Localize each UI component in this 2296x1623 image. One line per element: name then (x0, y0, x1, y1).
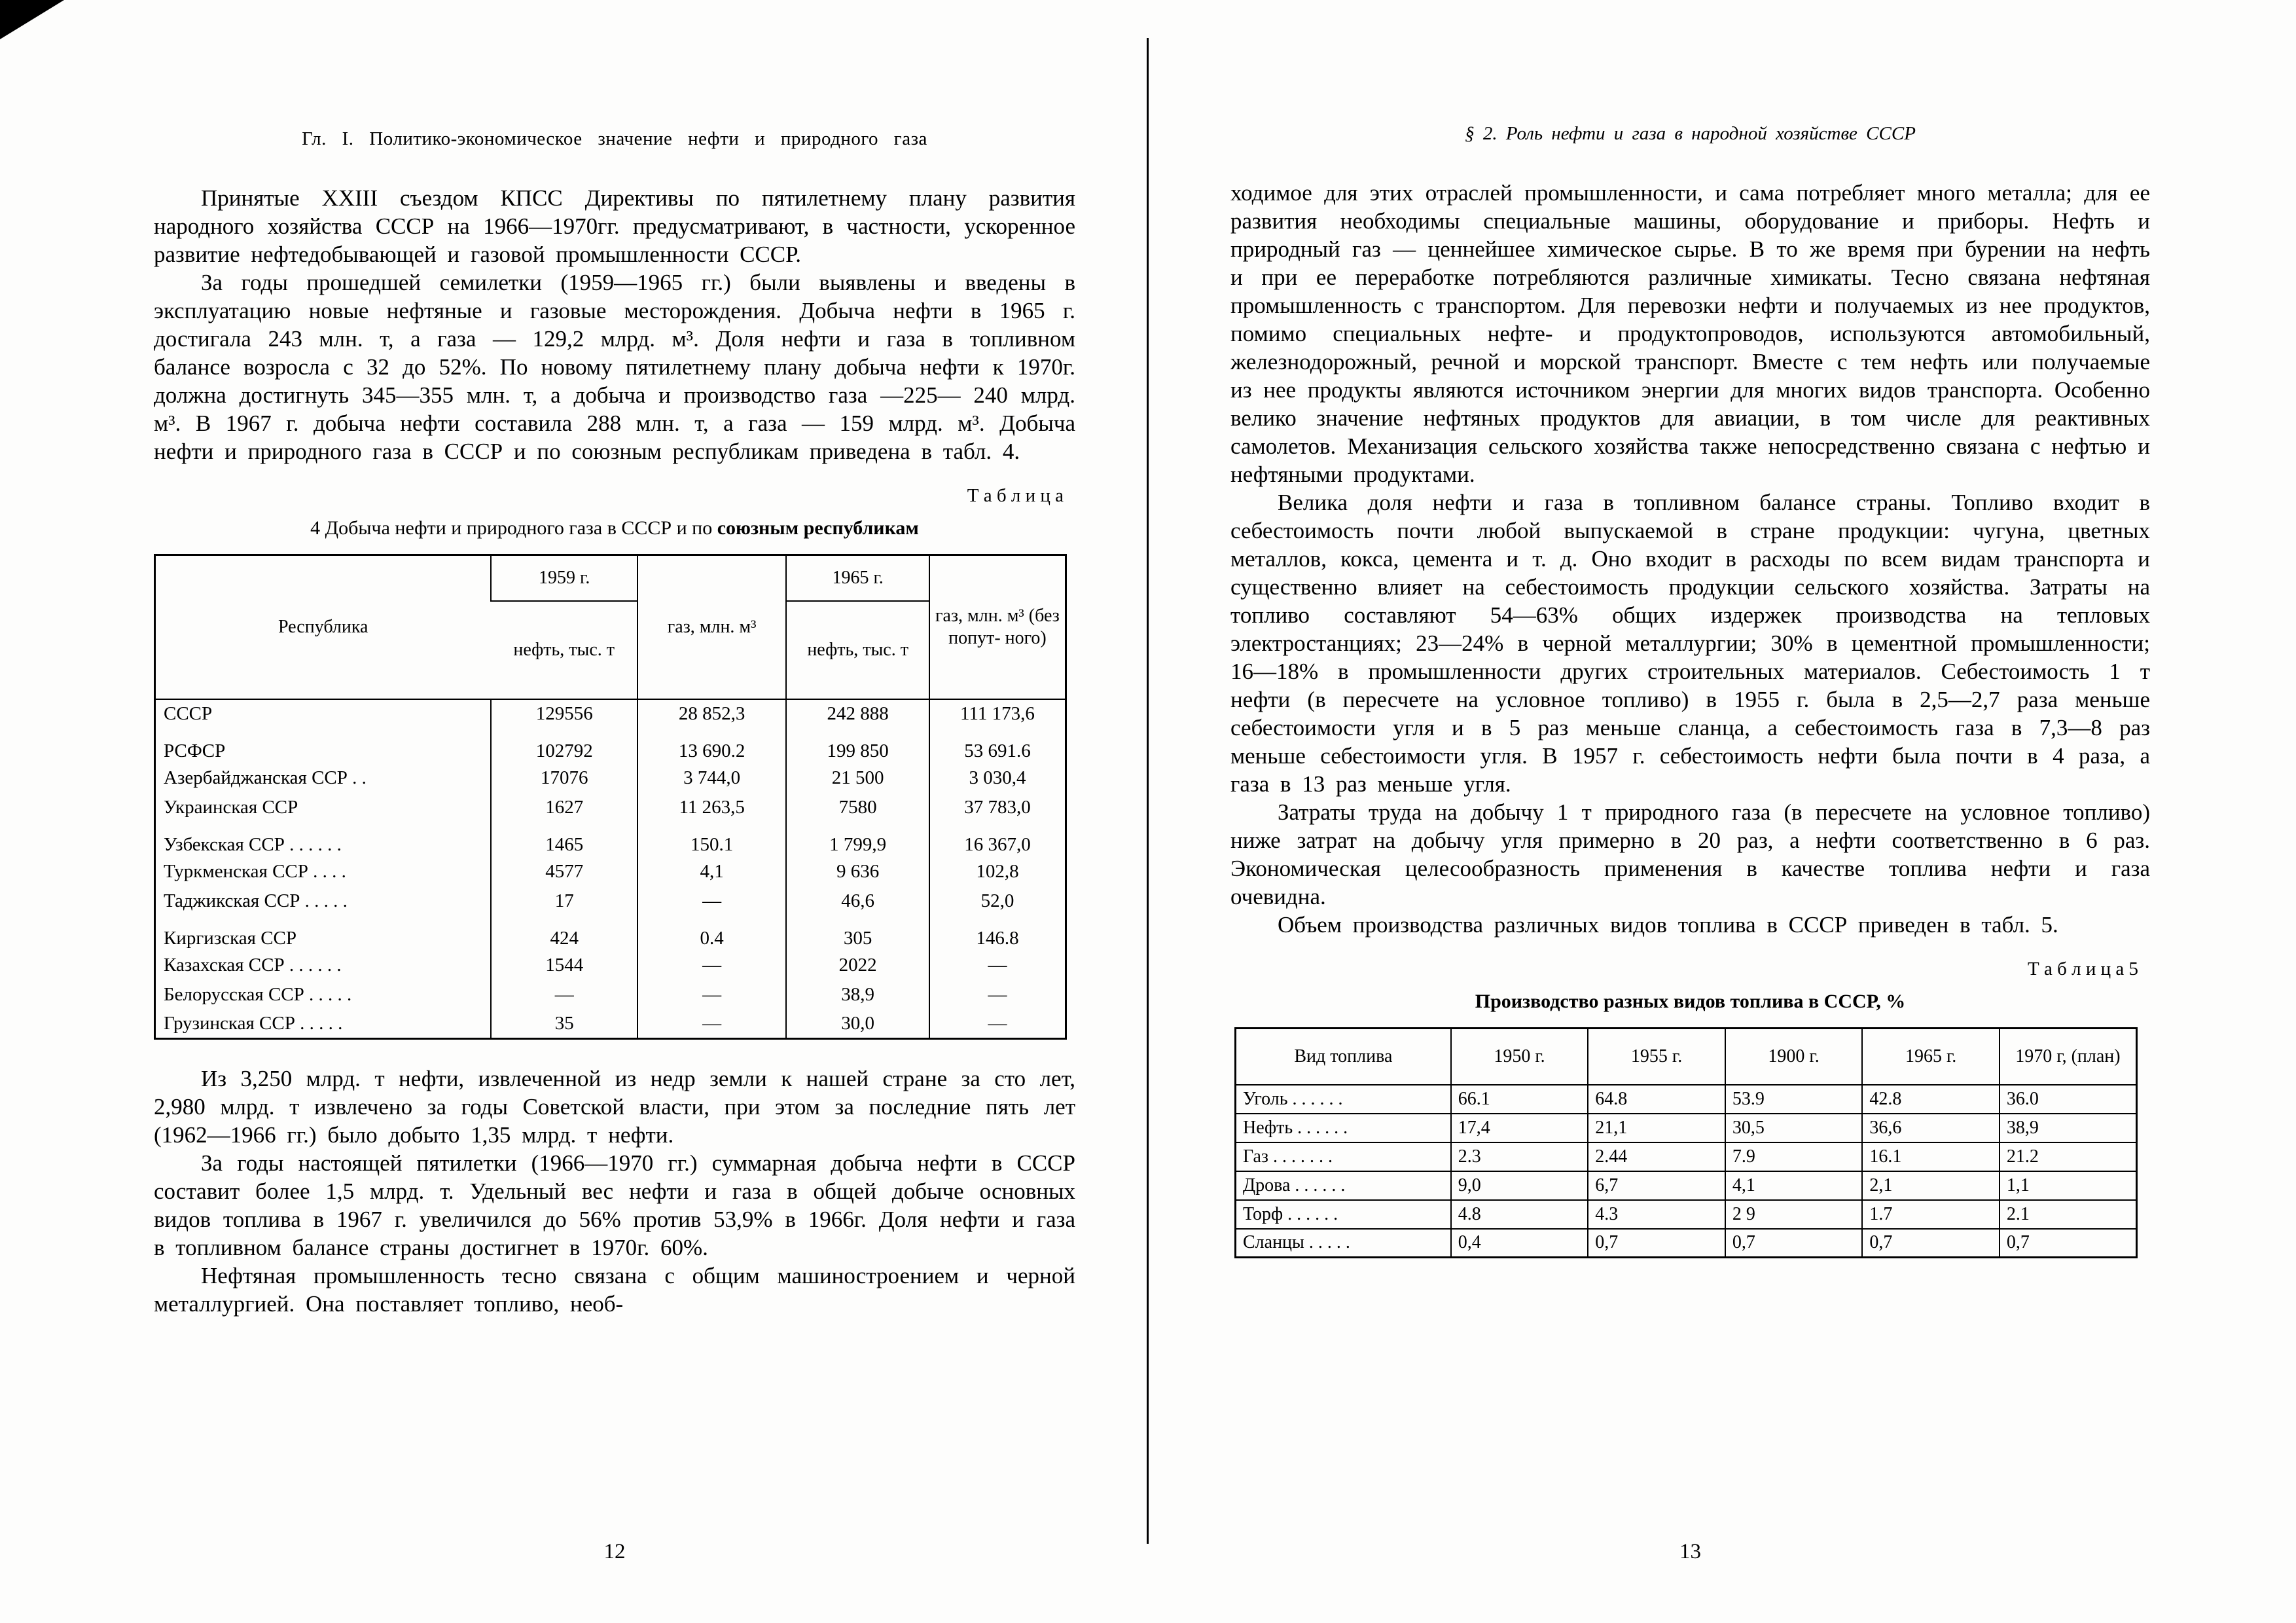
table-cell: 46,6 (786, 886, 929, 916)
page-left (154, 0, 1075, 1623)
page-number-right: 13 (1679, 1540, 1701, 1563)
table-cell: — (929, 1010, 1066, 1039)
table-header-row (155, 555, 1066, 601)
table-cell: 53.9 (1725, 1085, 1863, 1114)
table-cell: 53 691.6 (929, 729, 1066, 763)
table-row-tajik (155, 886, 1066, 916)
paragraph: Из 3,250 млрд. т нефти, извлеченной из недр земли к нашей стране за сто лет, 2,980 млрд. т извлечено за годы Советской власти, при этом за последние пять лет (1962—1966 гг.) было добыто 1,35 млрд. т нефти. (154, 1066, 1075, 1148)
column-header-1965: 1965 г. (1862, 1029, 2000, 1085)
table-cell: 37 783,0 (929, 793, 1066, 822)
table-cell: 1544 (491, 951, 637, 980)
table-cell: 199 850 (786, 729, 929, 763)
column-header-1950: 1950 г. (1451, 1029, 1588, 1085)
republic-name: Киргизская ССР (164, 927, 297, 949)
table-row-rsfsr (155, 729, 1066, 763)
table-cell: 17076 (491, 763, 637, 793)
table-cell: 21 500 (786, 763, 929, 793)
table-cell: 21,1 (1588, 1114, 1725, 1142)
table-cell: 0,4 (1451, 1229, 1588, 1258)
table4-title-bold: союзным республикам (717, 517, 919, 539)
table-cell: 102792 (491, 729, 637, 763)
fuel-name: Газ . . . . . . . (1236, 1142, 1451, 1171)
table-cell: 0,7 (1588, 1229, 1725, 1258)
fuel-production-table (1234, 1027, 2138, 1258)
table-cell: 9,0 (1451, 1171, 1588, 1200)
paragraph: ходимое для этих отраслей промышленности, и сама потребляет много металла; для ее развития необходимы специальные машины, оборудование и приборы. Нефть и природный газ — ценнейшее химическое сырье. В то же время при бурении на нефть и при ее переработке потребляются различные химикаты. Тесно связана нефтяная промышленность с транспортом. Для перевозки нефти и получаемых из нее продуктов, помимо специальных нефте- и продуктопроводов, используются автомобильный, железнодорожный, речной и морской транспорт. Вместе с тем нефть или получаемые из нее продукты являются источником энергии для многих видов транспорта. Особенно велико значение нефтяных продуктов для авиации, в том числе для реактивных самолетов. Механизация сельского хозяйства также непосредственно связана с нефтью и нефтяными продуктами. (1230, 180, 2150, 487)
republic-name: Грузинская ССР . . . . . (164, 1012, 343, 1034)
table-cell: 305 (786, 916, 929, 951)
page-right (1230, 0, 2150, 1623)
column-header-oil-1965: нефть, тыс. т (786, 601, 929, 699)
column-header-fuel-type: Вид топлива (1236, 1029, 1451, 1085)
table-cell: 242 888 (786, 699, 929, 729)
table-row-ukraine (155, 793, 1066, 822)
paragraph: За годы прошедшей семилетки (1959—1965 гг.) были выявлены и введены в эксплуатацию новые нефтяные и газовые месторождения. Добыча нефти в 1965 г. достигала 243 млн. т, а газа — 129,2 млрд. м³. Доля нефти и газа в топливном балансе возросла с 32 до 52%. По новому пятилетнему плану добыча нефти к 1970г. должна достигнуть 345—355 млн. т, а добыча и производство газа —225— 240 млрд. м³. В 1967 г. добыча нефти составила 288 млн. т, а газа — 159 млрд. м³. Добыча нефти и природного газа в СССР и по союзным республикам приведена в табл. 4. (154, 270, 1075, 464)
column-header-gas-1965: газ, млн. м³ (без попут- ного) (929, 555, 1066, 699)
table-cell: — (491, 980, 637, 1010)
scan-artifact-corner (0, 0, 64, 39)
republic-name: Узбекская ССР . . . . . . (164, 833, 342, 855)
table-cell: 4,1 (1725, 1171, 1863, 1200)
table-cell: 1627 (491, 793, 637, 822)
table-row-kirgiz (155, 916, 1066, 951)
table-cell: 21.2 (2000, 1142, 2137, 1171)
table-cell: 1,1 (2000, 1171, 2137, 1200)
table-cell: 102,8 (929, 857, 1066, 886)
table-cell: 0,7 (1725, 1229, 1863, 1258)
table-row-oil (1236, 1114, 2137, 1142)
table-row-belorus (155, 980, 1066, 1010)
table-cell: 30,5 (1725, 1114, 1863, 1142)
table-cell: 17,4 (1451, 1114, 1588, 1142)
table-row-gas (1236, 1142, 2137, 1171)
page-number-left: 12 (603, 1540, 626, 1563)
table-cell: — (929, 980, 1066, 1010)
table-cell: 1.7 (1862, 1200, 2000, 1229)
table4-title-normal: 4 Добыча нефти и природного газа в СССР и по (310, 517, 713, 539)
table-cell: 11 263,5 (637, 793, 786, 822)
table-row-peat (1236, 1200, 2137, 1229)
column-header-gas-1959: газ, млн. м³ (637, 555, 786, 699)
running-header-right: § 2. Роль нефти и газа в народной хозяйстве СССР (1465, 123, 1916, 144)
republic-name: Украинская ССР (164, 796, 298, 818)
oil-gas-production-table (154, 554, 1067, 1040)
republic-name: РСФСР (164, 740, 226, 761)
left-body-bottom (154, 1065, 1075, 1318)
table-cell: 16.1 (1862, 1142, 2000, 1171)
table-header-row (1236, 1029, 2137, 1085)
column-header-oil-1959: нефть, тыс. т (491, 601, 637, 699)
table-cell: — (637, 886, 786, 916)
table-row-wood (1236, 1171, 2137, 1200)
table-cell: 1465 (491, 822, 637, 857)
table-cell: 16 367,0 (929, 822, 1066, 857)
table-row-shale (1236, 1229, 2137, 1258)
table-cell: 9 636 (786, 857, 929, 886)
table-cell: 7580 (786, 793, 929, 822)
table-cell: 36.0 (2000, 1085, 2137, 1114)
table4-label: Т а б л и ц а (967, 485, 1064, 506)
fuel-name: Сланцы . . . . . (1236, 1229, 1451, 1258)
table-cell: 2,1 (1862, 1171, 2000, 1200)
table-cell: 17 (491, 886, 637, 916)
table5-title: Производство разных видов топлива в СССР, % (1475, 991, 1906, 1012)
fuel-name: Дрова . . . . . . (1236, 1171, 1451, 1200)
table-row-kazakh (155, 951, 1066, 980)
republic-name: СССР (164, 703, 213, 724)
table-row-georgia (155, 1010, 1066, 1039)
table-cell: 52,0 (929, 886, 1066, 916)
republic-name: Казахская ССР . . . . . . (164, 954, 342, 976)
table-cell: — (929, 951, 1066, 980)
table-cell: 2.3 (1451, 1142, 1588, 1171)
table-cell: 3 744,0 (637, 763, 786, 793)
table-cell: 2 9 (1725, 1200, 1863, 1229)
table-row-azerbaijan (155, 763, 1066, 793)
table-cell: 30,0 (786, 1010, 929, 1039)
table-cell: — (637, 1010, 786, 1039)
fuel-name: Уголь . . . . . . (1236, 1085, 1451, 1114)
table-cell: 1 799,9 (786, 822, 929, 857)
table5-label: Т а б л и ц а 5 (2028, 958, 2138, 979)
paragraph: Велика доля нефти и газа в топливном балансе страны. Топливо входит в себестоимость почти любой выпускаемой в стране продукции: чугуна, цветных металлов, кокса, цемента и т. д. Оно входит в расходы по всем видам транспорта и существенно влияет на себестоимость продукции сельского хозяйства. Затраты на топливо составляют 54—63% общих издержек производства на тепловых электростанциях; 23—24% в черной металлургии; 30% в цементной промышленности; 16—18% в промышленности других строительных материалов. Себестоимость 1 т нефти (в пересчете на условное топливо) в 1955 г. была в 2,5—2,7 раза меньше себестоимости угля и в 5 раз меньше сланца, а себестоимость газа в 7,3—8 раз меньше себестоимости угля. В 1957 г. себестоимость нефти была почти в 4 раза, а газа в 13 раз меньше угля. (1230, 490, 2150, 797)
republic-name: Белорусская ССР . . . . . (164, 983, 352, 1005)
table-cell: 2022 (786, 951, 929, 980)
fuel-name: Нефть . . . . . . (1236, 1114, 1451, 1142)
table-cell: 3 030,4 (929, 763, 1066, 793)
column-header-1960: 1900 г. (1725, 1029, 1863, 1085)
column-header-republic: Республика (155, 555, 492, 699)
table-cell: 6,7 (1588, 1171, 1725, 1200)
table-cell: 13 690.2 (637, 729, 786, 763)
right-body (1230, 179, 2150, 939)
republic-name: Туркменская ССР . . . . (164, 860, 346, 882)
table-row-uzbek (155, 822, 1066, 857)
table4-title (154, 517, 1075, 539)
table-cell: 38,9 (786, 980, 929, 1010)
table-row-ussr (155, 699, 1066, 729)
table-cell: 2.44 (1588, 1142, 1725, 1171)
table-cell: 2.1 (2000, 1200, 2137, 1229)
column-header-1970-plan: 1970 г, (план) (2000, 1029, 2137, 1085)
table-cell: 146.8 (929, 916, 1066, 951)
table-cell: 66.1 (1451, 1085, 1588, 1114)
paragraph: Принятые XXIII съездом КПСС Директивы по пятилетнему плану развития народного хозяйства СССР на 1966—1970гг. предусматривают, в частности, ускоренное развитие нефтедобывающей и газовой промышленности СССР. (154, 185, 1075, 267)
table-cell: 111 173,6 (929, 699, 1066, 729)
fuel-name: Торф . . . . . . (1236, 1200, 1451, 1229)
page-gutter-divider (1147, 38, 1149, 1544)
table-cell: 129556 (491, 699, 637, 729)
column-header-1955: 1955 г. (1588, 1029, 1725, 1085)
left-body-top (154, 184, 1075, 465)
table-cell: 0,7 (2000, 1229, 2137, 1258)
table-row-coal (1236, 1085, 2137, 1114)
paragraph: Затраты труда на добычу 1 т природного газа (в пересчете на условное топливо) ниже затрат на добычу угля примерно в 20 раз, а нефти соответственно в 6 раз. Экономическая целесообразность применения в качестве топлива нефти и газа очевидна. (1230, 799, 2150, 909)
paragraph: Объем производства различных видов топлива в СССР приведен в табл. 5. (1278, 912, 2058, 938)
table-cell: 7.9 (1725, 1142, 1863, 1171)
table-row-turkmen (155, 857, 1066, 886)
table-cell: 424 (491, 916, 637, 951)
table-cell: 0,7 (1862, 1229, 2000, 1258)
republic-name: Таджикская ССР . . . . . (164, 890, 348, 911)
table-cell: 4,1 (637, 857, 786, 886)
table-cell: 35 (491, 1010, 637, 1039)
table-cell: 38,9 (2000, 1114, 2137, 1142)
table-cell: 4.3 (1588, 1200, 1725, 1229)
table-cell: 42.8 (1862, 1085, 2000, 1114)
column-header-1965: 1965 г. (786, 555, 929, 601)
running-header-left: Гл. I. Политико-экономическое значение нефти и природного газа (302, 128, 927, 149)
table-cell: 150.1 (637, 822, 786, 857)
table-cell: — (637, 951, 786, 980)
column-header-1959: 1959 г. (491, 555, 637, 601)
republic-name: Азербайджанская ССР . . (164, 767, 367, 788)
table-cell: 36,6 (1862, 1114, 2000, 1142)
paragraph: Нефтяная промышленность тесно связана с общим машиностроением и черной металлургией. Она поставляет топливо, необ- (154, 1263, 1075, 1317)
table-cell: 0.4 (637, 916, 786, 951)
table-cell: 28 852,3 (637, 699, 786, 729)
table-cell: 64.8 (1588, 1085, 1725, 1114)
paragraph: За годы настоящей пятилетки (1966—1970 гг.) суммарная добыча нефти в СССР составит более 1,5 млрд. т. Удельный вес нефти и газа в общей добыче основных видов топлива в 1967 г. увеличился до 56% против 53,9% в 1966г. Доля нефти и газа в топливном балансе страны достигнет в 1970г. 60%. (154, 1150, 1075, 1260)
table-cell: 4.8 (1451, 1200, 1588, 1229)
table-cell: 4577 (491, 857, 637, 886)
table-cell: — (637, 980, 786, 1010)
